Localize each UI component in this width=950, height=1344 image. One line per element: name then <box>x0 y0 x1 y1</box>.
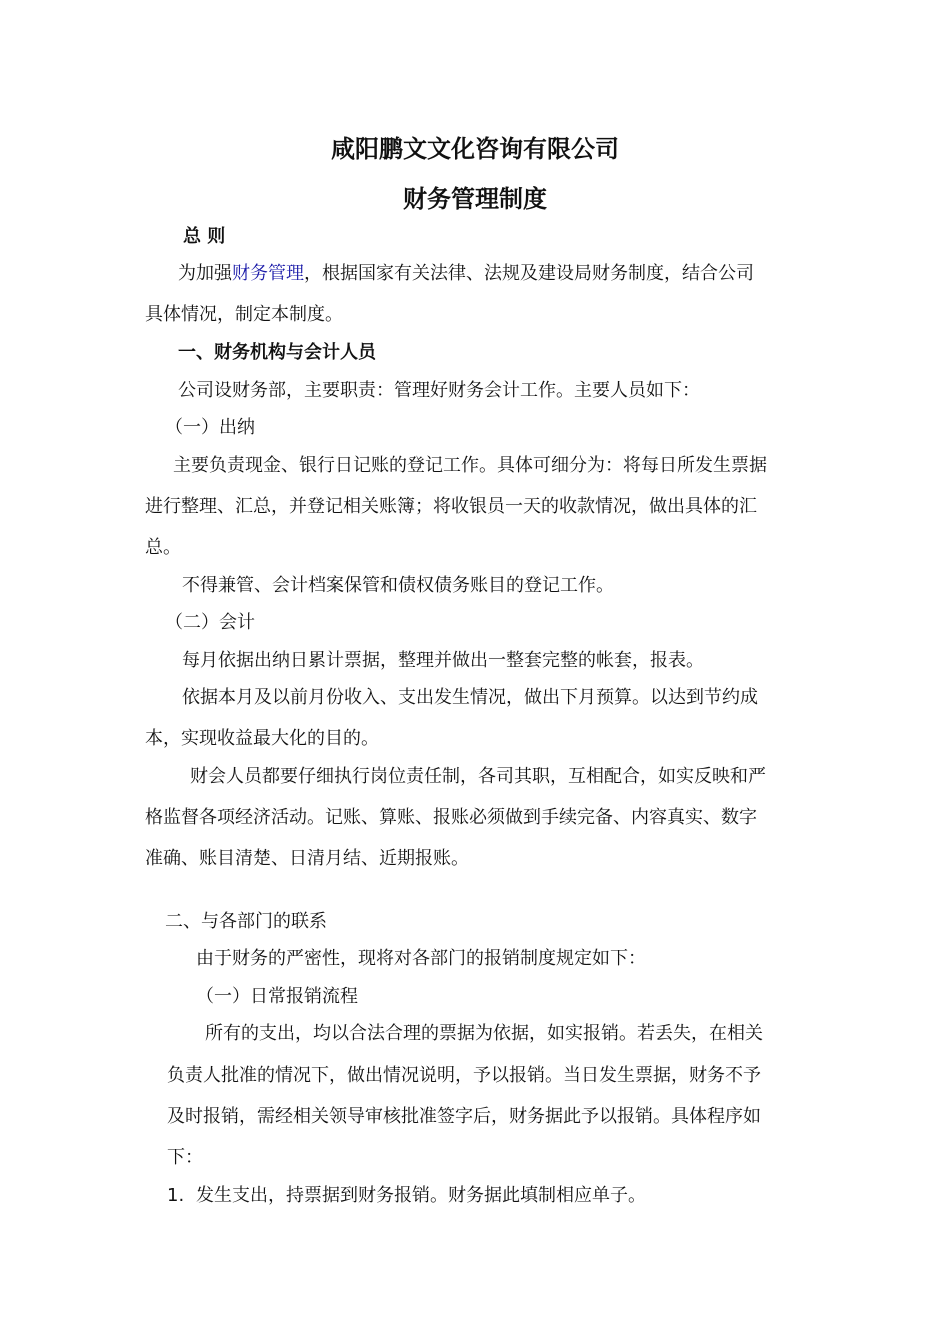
accountant-paragraph-3-line-1: 财会人员都要仔细执行岗位责任制，各司其职，互相配合，如实反映和严 <box>190 766 766 787</box>
financial-management-link[interactable]: 财务管理 <box>232 263 304 284</box>
reimbursement-line-1: 所有的支出，均以合法合理的票据为依据，如实报销。若丢失，在相关 <box>205 1023 763 1044</box>
reimbursement-line-2: 负责人批准的情况下，做出情况说明，予以报销。当日发生票据，财务不予 <box>167 1065 761 1086</box>
accountant-subheading: （二）会计 <box>165 612 255 633</box>
step-1-number: 1. <box>167 1185 185 1206</box>
reimbursement-line-4: 下： <box>167 1147 203 1168</box>
section1-heading: 一、财务机构与会计人员 <box>178 342 376 363</box>
accountant-paragraph-2-line-1: 依据本月及以前月份收入、支出发生情况，做出下月预算。以达到节约成 <box>182 687 758 708</box>
accountant-paragraph-2-line-2: 本，实现收益最大化的目的。 <box>145 728 379 749</box>
cashier-subheading: （一）出纳 <box>165 417 255 438</box>
step-1-text: 发生支出，持票据到财务报销。财务据此填制相应单子。 <box>196 1185 646 1206</box>
section2-heading: 二、与各部门的联系 <box>165 911 327 932</box>
intro-line-1 <box>178 262 754 286</box>
cashier-paragraph-2: 不得兼管、会计档案保管和债权债务账目的登记工作。 <box>182 575 614 596</box>
cashier-line-3: 总。 <box>145 537 181 558</box>
cashier-line-2: 进行整理、汇总，并登记相关账簿；将收银员一天的收款情况，做出具体的汇 <box>145 496 757 517</box>
intro-text-before: 为加强 <box>178 263 232 284</box>
section2-paragraph: 由于财务的严密性，现将对各部门的报销制度规定如下： <box>196 948 646 969</box>
reimbursement-line-3: 及时报销，需经相关领导审核批准签字后，财务据此予以报销。具体程序如 <box>167 1106 761 1127</box>
accountant-paragraph-3-line-2: 格监督各项经济活动。记账、算账、报账必须做到手续完备、内容真实、数字 <box>145 807 757 828</box>
intro-line-2: 具体情况，制定本制度。 <box>145 304 343 325</box>
section1-paragraph: 公司设财务部，主要职责：管理好财务会计工作。主要人员如下： <box>178 380 700 401</box>
company-title: 咸阳鹏文文化咨询有限公司 <box>331 135 619 163</box>
general-heading: 总 则 <box>183 226 226 247</box>
accountant-paragraph-3-line-3: 准确、账目清楚、日清月结、近期报账。 <box>145 848 469 869</box>
accountant-paragraph-1: 每月依据出纳日累计票据，整理并做出一整套完整的帐套，报表。 <box>182 650 704 671</box>
intro-text-after: ，根据国家有关法律、法规及建设局财务制度，结合公司 <box>304 263 754 284</box>
document-title: 财务管理制度 <box>403 185 547 213</box>
cashier-line-1: 主要负责现金、银行日记账的登记工作。具体可细分为：将每日所发生票据 <box>173 455 767 476</box>
reimbursement-subheading: （一）日常报销流程 <box>196 986 358 1007</box>
